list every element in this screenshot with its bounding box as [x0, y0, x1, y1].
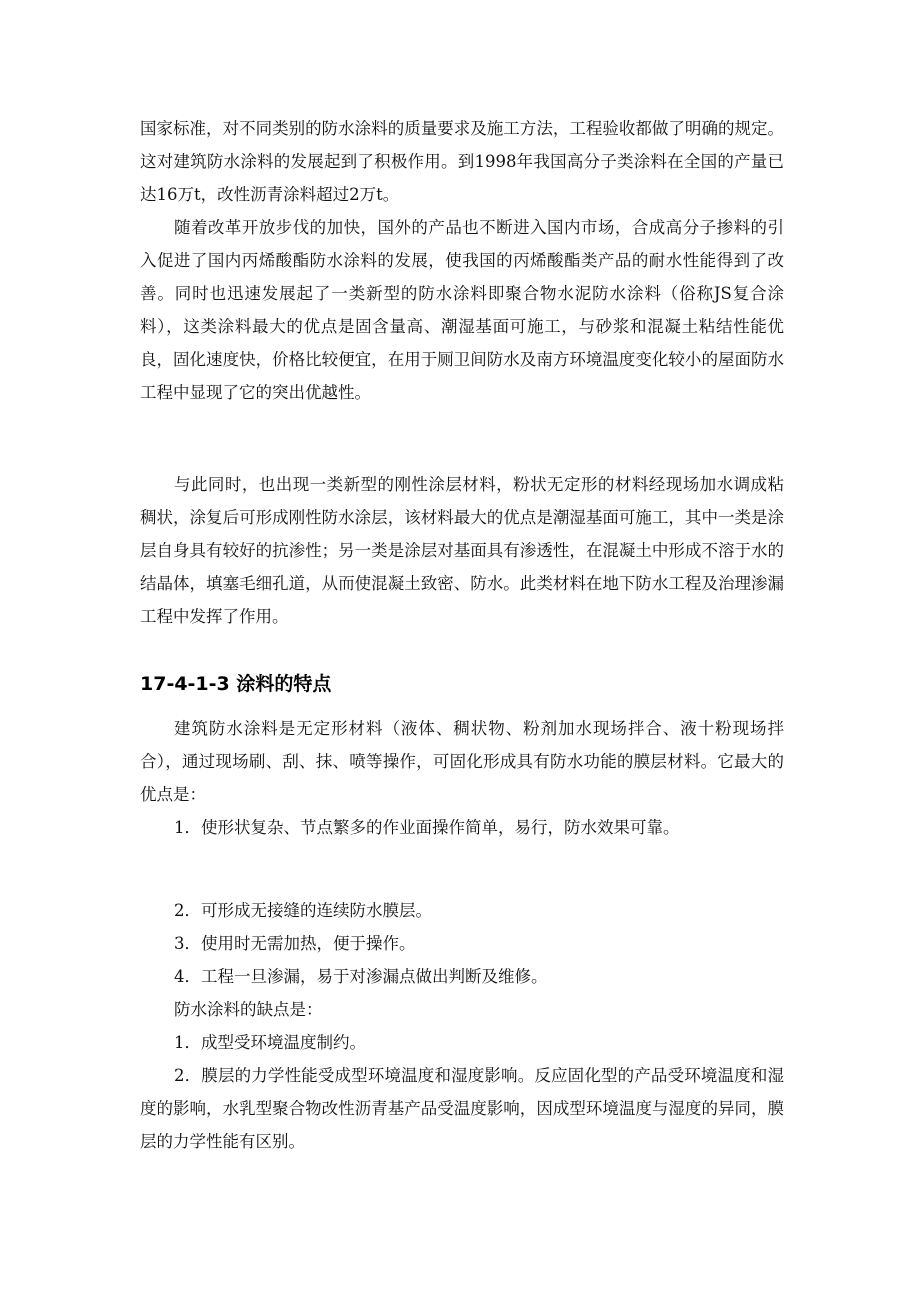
paragraph-reform: 随着改革开放步伐的加快，国外的产品也不断进入国内市场，合成高分子掺料的引入促进了国内丙烯酸酯防水涂料的发展，使我国的丙烯酸酯类产品的耐水性能得到了改善。同时也迅速发展起了一类新型的防水涂料即聚合物水泥防水涂料（俗称JS复合涂料），这类涂料最大的优点是固含量高、潮湿基面可施工，与砂浆和混凝土粘结性能优良，固化速度快，价格比较便宜，在用于厕卫间防水及南方环境温度变化较小的屋面防水工程中显现了它的突出优越性。 — [140, 218, 784, 402]
body-text-rigid — [140, 468, 784, 633]
body-text-features — [140, 712, 784, 844]
advantage-item: 1．使形状复杂、节点繁多的作业面操作简单，易行，防水效果可靠。 — [174, 818, 680, 837]
body-text-lists — [140, 894, 784, 1158]
body-text-upper — [140, 112, 784, 409]
paragraph-standards: 国家标准，对不同类别的防水涂料的质量要求及施工方法，工程验收都做了明确的规定。这对建筑防水涂料的发展起到了积极作用。到1998年我国高分子类涂料在全国的产量已达16万t，改性沥青涂料超过2万t。 — [140, 119, 784, 204]
section-heading: 17-4-1-3 涂料的特点 — [140, 673, 332, 695]
advantage-item: 3．使用时无需加热，便于操作。 — [174, 934, 416, 953]
advantage-item: 2．可形成无接缝的连续防水膜层。 — [174, 901, 432, 920]
paragraph-features: 建筑防水涂料是无定形材料（液体、稠状物、粉剂加水现场拌合、液十粉现场拌合），通过现场刷、刮、抹、喷等操作，可固化形成具有防水功能的膜层材料。它最大的优点是： — [140, 719, 784, 804]
disadvantages-intro: 防水涂料的缺点是： — [174, 1000, 323, 1019]
advantage-item: 4．工程一旦渗漏，易于对渗漏点做出判断及维修。 — [174, 967, 548, 986]
disadvantage-item: 2．膜层的力学性能受成型环境温度和湿度影响。反应固化型的产品受环境温度和湿度的影响，水乳型聚合物改性沥青基产品受温度影响，因成型环境温度与湿度的异同，膜层的力学性能有区别。 — [140, 1066, 784, 1151]
paragraph-rigid-coating: 与此同时，也出现一类新型的刚性涂层材料，粉状无定形的材料经现场加水调成粘稠状，涂复后可形成刚性防水涂层，该材料最大的优点是潮湿基面可施工，其中一类是涂层自身具有较好的抗渗性；另一类是涂层对基面具有渗透性，在混凝土中形成不溶于水的结晶体，填塞毛细孔道，从而使混凝土致密、防水。此类材料在地下防水工程及治理渗漏工程中发挥了作用。 — [140, 475, 784, 626]
disadvantage-item: 1．成型受环境温度制约。 — [174, 1033, 366, 1052]
